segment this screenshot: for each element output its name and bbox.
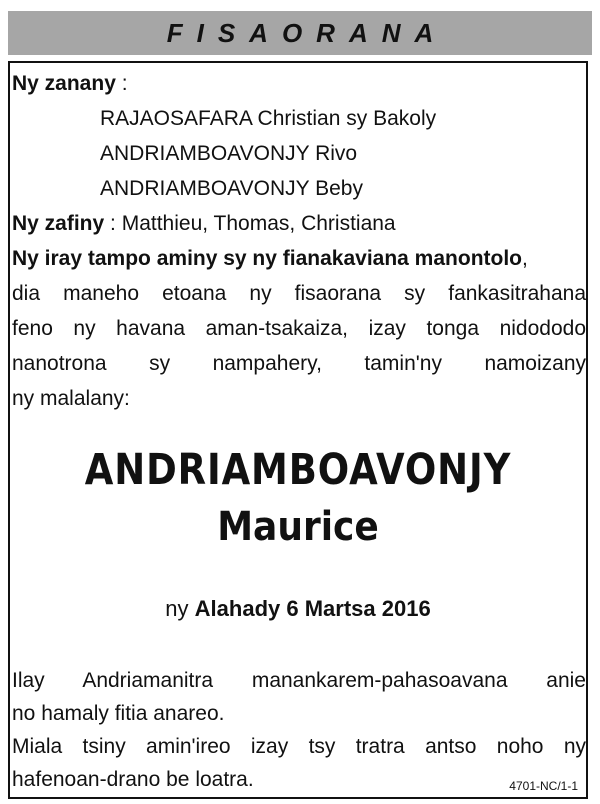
date-value: Alahady 6 Martsa 2016 xyxy=(194,596,431,621)
closing-line-2: no hamaly fitia anareo. xyxy=(12,702,225,725)
reference-code: 4701-NC/1-1 xyxy=(509,779,578,793)
zanany-label: Ny zanany xyxy=(12,72,116,95)
header-title: FISAORANA xyxy=(166,17,448,48)
message-comma: , xyxy=(522,247,528,270)
zafiny-text: : Matthieu, Thomas, Christiana xyxy=(104,212,396,235)
date-line xyxy=(8,592,588,626)
closing-line-4: hafenoan-drano be loatra. xyxy=(12,768,254,791)
zanany-sep: : xyxy=(115,72,128,95)
zafiny-label: Ny zafiny xyxy=(12,212,105,235)
message-bold: Ny iray tampo aminy sy ny fianakaviana manontolo xyxy=(12,247,522,270)
header-banner xyxy=(8,11,592,55)
message-line-5: ny malalany: xyxy=(12,387,130,410)
date-prefix: ny xyxy=(165,596,195,621)
message-line-3: feno ny havana aman-tsakaiza, izay tonga nidododo xyxy=(12,317,586,340)
message-line-4: nanotrona sy nampahery, tamin'ny namoizany xyxy=(12,352,586,375)
zanany-name-1: RAJAOSAFARA Christian sy Bakoly xyxy=(100,107,437,130)
zanany-name-2: ANDRIAMBOAVONJY Rivo xyxy=(100,142,358,165)
message-line-2: dia maneho etoana ny fisaorana sy fankasitrahana xyxy=(12,282,586,305)
closing-text xyxy=(12,664,586,796)
zafiny-line xyxy=(12,206,586,241)
notice-body xyxy=(12,66,586,416)
closing-line-1: Ilay Andriamanitra manankarem-pahasoavana anie xyxy=(12,669,586,692)
deceased-given-name: Maurice xyxy=(217,504,379,550)
message-line-1 xyxy=(12,241,586,276)
zanany-name-3: ANDRIAMBOAVONJY Beby xyxy=(100,177,363,200)
deceased-name xyxy=(8,440,588,554)
closing-line-3: Miala tsiny amin'ireo izay tsy tratra antso noho ny xyxy=(12,735,586,758)
zanany-line xyxy=(12,66,586,101)
deceased-surname: ANDRIAMBOAVONJY xyxy=(84,445,512,495)
